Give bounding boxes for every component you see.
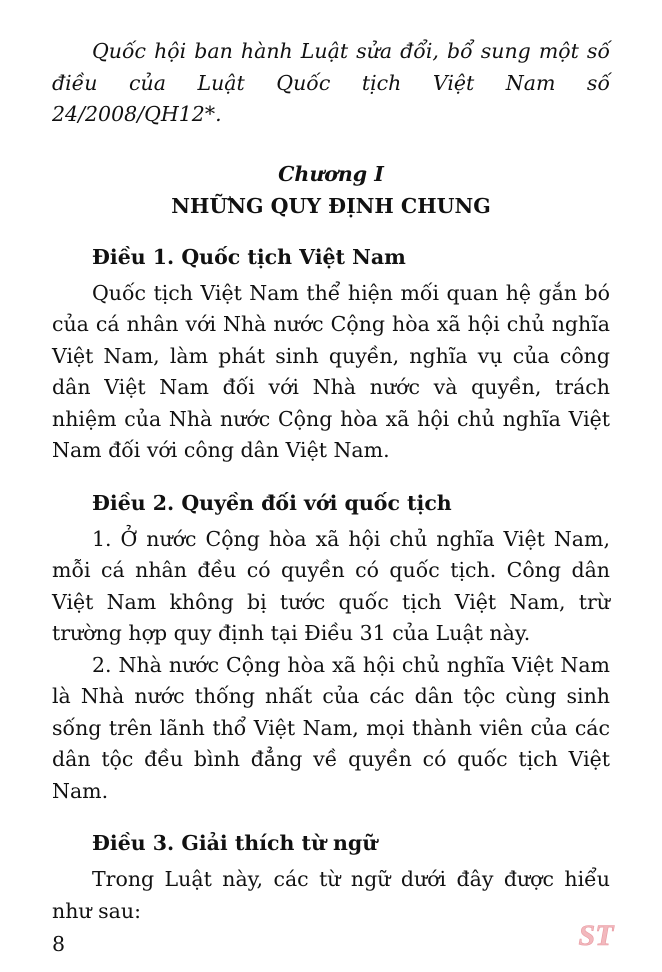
st-logo-icon <box>576 914 616 954</box>
article-heading: Điều 3. Giải thích từ ngữ <box>92 831 378 855</box>
chapter-title: NHỮNG QUY ĐỊNH CHUNG <box>171 193 491 218</box>
chapter-label: Chương I <box>278 161 384 186</box>
document-page <box>52 36 610 927</box>
article-paragraph: Trong Luật này, các từ ngữ dưới đây được hiểu như sau: <box>52 867 610 923</box>
page-number: 8 <box>52 932 66 956</box>
article-paragraph: 2. Nhà nước Cộng hòa xã hội chủ nghĩa Việt Nam là Nhà nước thống nhất của các dân tộc cùng sinh sống trên lãnh thổ Việt Nam, mọi thành viên của các dân tộc đều bình đẳng về quyền có quốc tịch Việt Nam. <box>52 652 610 803</box>
article-1 <box>52 242 610 467</box>
article-paragraph: Quốc tịch Việt Nam thể hiện mối quan hệ gắn bó của cá nhân với Nhà nước Cộng hòa xã hội chủ nghĩa Việt Nam, làm phát sinh quyền, nghĩa vụ của công dân Việt Nam đối với Nhà nước và quyền, trách nhiệm của Nhà nước Cộng hòa xã hội chủ nghĩa Việt Nam đối với công dân Việt Nam. <box>52 280 610 462</box>
publisher-watermark-logo <box>576 914 616 954</box>
intro-paragraph: Quốc hội ban hành Luật sửa đổi, bổ sung một số điều của Luật Quốc tịch Việt Nam số 24/2008/QH12*. <box>52 39 610 126</box>
article-paragraph: 1. Ở nước Cộng hòa xã hội chủ nghĩa Việt Nam, mỗi cá nhân đều có quyền có quốc tịch. Công dân Việt Nam không bị tước quốc tịch Việt Nam, trừ trường hợp quy định tại Điều 31 của Luật này. <box>52 526 610 645</box>
article-2 <box>52 488 610 808</box>
article-heading: Điều 2. Quyền đối với quốc tịch <box>92 490 452 515</box>
article-3 <box>52 828 610 927</box>
article-heading: Điều 1. Quốc tịch Việt Nam <box>92 244 406 269</box>
svg-text:ST: ST <box>578 919 614 952</box>
